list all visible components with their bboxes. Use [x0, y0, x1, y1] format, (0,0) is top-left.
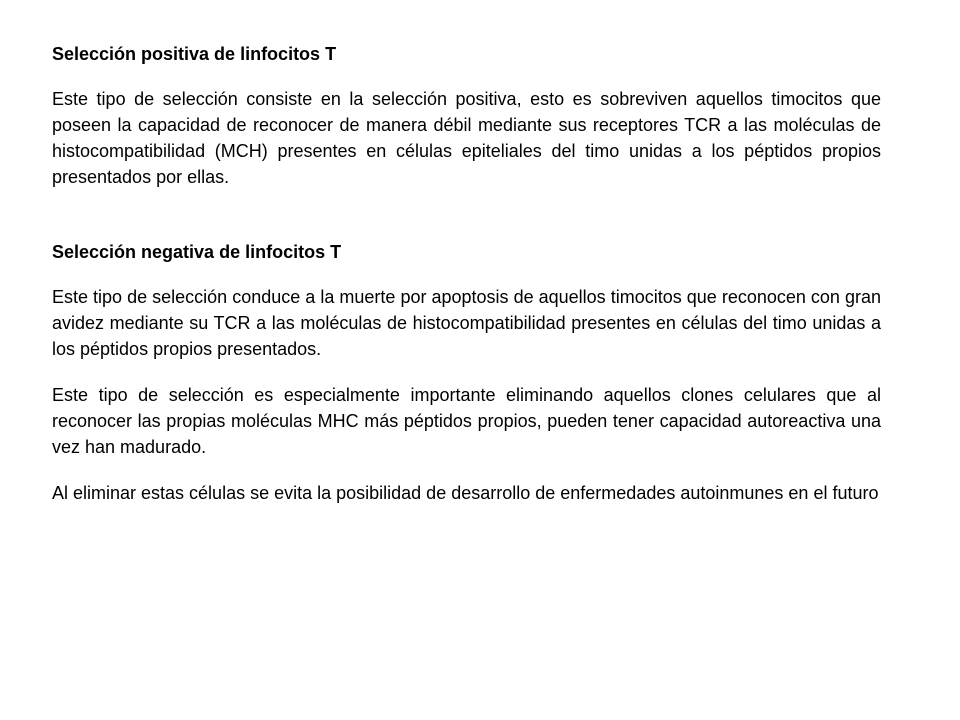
negative-selection-paragraph-3: Al eliminar estas células se evita la posibilidad de desarrollo de enfermedades autoinmunes en el futuro: [52, 483, 879, 503]
spacer: [52, 68, 881, 86]
spacer: [52, 460, 881, 480]
positive-selection-heading: Selección positiva de linfocitos T: [52, 44, 337, 64]
negative-selection-paragraph-2: Este tipo de selección es especialmente importante eliminando aquellos clones celulares que al reconocer las propias moléculas MHC más péptidos propios, pueden tener capacidad autoreactiva una vez han madurado.: [52, 385, 881, 457]
spacer: [52, 190, 881, 238]
positive-selection-paragraph: Este tipo de selección consiste en la selección positiva, esto es sobreviven aquellos timocitos que poseen la capacidad de reconocer de manera débil mediante sus receptores TCR a las moléculas de histocompatibilidad (MCH) presentes en células epiteliales del timo unidas a los péptidos propios presentados por ellas.: [52, 89, 881, 187]
spacer: [52, 266, 881, 284]
slide-content: [52, 40, 881, 506]
negative-selection-heading: Selección negativa de linfocitos T: [52, 242, 342, 262]
spacer: [52, 362, 881, 382]
negative-selection-paragraph-1: Este tipo de selección conduce a la muerte por apoptosis de aquellos timocitos que reconocen con gran avidez mediante su TCR a las moléculas de histocompatibilidad presentes en células del timo unidas a los péptidos propios presentados.: [52, 287, 881, 359]
